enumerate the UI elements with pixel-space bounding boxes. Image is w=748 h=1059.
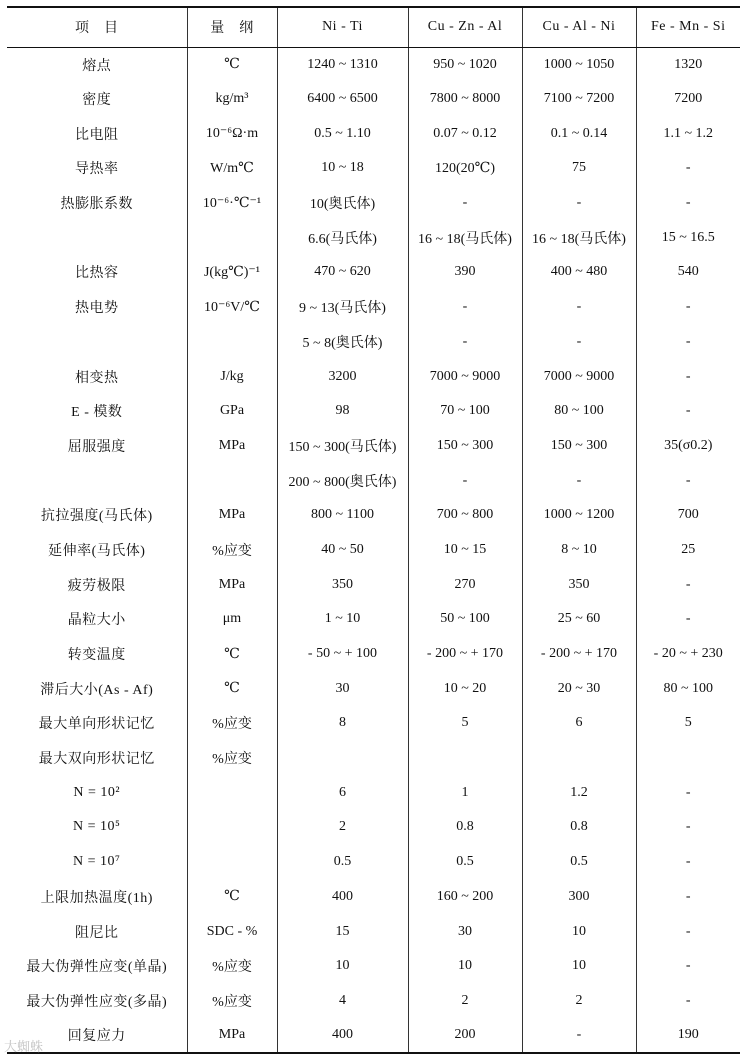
cell-fe-mn-si: 1.1 ~ 1.2	[636, 116, 740, 151]
table-row	[7, 602, 740, 637]
cell-unit: %应变	[187, 984, 277, 1019]
table-row	[7, 394, 740, 429]
cell-property: 比电阻	[75, 127, 119, 143]
cell-cu-zn-al: 10	[408, 949, 522, 984]
cell-cu-zn-al: 70 ~ 100	[408, 394, 522, 429]
cell-property: 热电势	[75, 301, 119, 317]
table-header-row	[7, 7, 740, 47]
cell-fe-mn-si: -	[636, 290, 740, 325]
cell-ni-ti: 15	[277, 914, 408, 949]
cell-cu-al-ni: 10	[522, 914, 636, 949]
cell-cu-al-ni: -	[522, 1018, 636, 1053]
cell-fe-mn-si: 25	[636, 533, 740, 568]
cell-ni-ti: 350	[277, 567, 408, 602]
cell-ni-ti: 10 ~ 18	[277, 151, 408, 186]
cell-fe-mn-si: 700	[636, 498, 740, 533]
cell-ni-ti: 1240 ~ 1310	[277, 47, 408, 82]
cell-cu-zn-al: 10 ~ 20	[408, 671, 522, 706]
cell-unit: %应变	[187, 741, 277, 776]
cell-ni-ti: 2	[277, 810, 408, 845]
cell-property: 密度	[82, 93, 112, 109]
cell-ni-ti: 40 ~ 50	[277, 533, 408, 568]
cell-cu-al-ni: 25 ~ 60	[522, 602, 636, 637]
table-row	[7, 1018, 740, 1053]
cell-ni-ti: 6.6(马氏体)	[277, 220, 408, 255]
cell-ni-ti: 470 ~ 620	[277, 255, 408, 290]
cell-property: 熔点	[82, 58, 112, 74]
cell-cu-zn-al: - 200 ~ + 170	[408, 637, 522, 672]
cell-ni-ti: 4	[277, 984, 408, 1019]
cell-property: 最大双向形状记忆	[38, 752, 155, 768]
table-row	[7, 151, 740, 186]
cell-cu-zn-al: 50 ~ 100	[408, 602, 522, 637]
cell-cu-zn-al: 16 ~ 18(马氏体)	[408, 220, 522, 255]
cell-ni-ti: - 50 ~ + 100	[277, 637, 408, 672]
cell-fe-mn-si: -	[636, 325, 740, 360]
cell-property: N = 10⁵	[73, 819, 121, 835]
cell-ni-ti: 3200	[277, 359, 408, 394]
header-cu-al-ni: Cu - Al - Ni	[522, 7, 636, 47]
cell-cu-al-ni: 75	[522, 151, 636, 186]
cell-fe-mn-si: 80 ~ 100	[636, 671, 740, 706]
table-row	[7, 116, 740, 151]
table-row	[7, 463, 740, 498]
cell-unit: ℃	[187, 47, 277, 82]
cell-property: N = 10⁷	[73, 854, 121, 870]
header-unit: 量 纲	[187, 7, 277, 47]
cell-ni-ti: 6	[277, 775, 408, 810]
cell-cu-al-ni: 20 ~ 30	[522, 671, 636, 706]
cell-fe-mn-si: 5	[636, 706, 740, 741]
cell-ni-ti: 5 ~ 8(奥氏体)	[277, 325, 408, 360]
cell-cu-al-ni: 1.2	[522, 775, 636, 810]
table-row	[7, 325, 740, 360]
table-row	[7, 914, 740, 949]
cell-cu-zn-al: 270	[408, 567, 522, 602]
cell-property: 阻尼比	[75, 925, 119, 941]
cell-ni-ti: 400	[277, 880, 408, 915]
cell-cu-al-ni	[522, 741, 636, 776]
table-row	[7, 290, 740, 325]
watermark: 大蜘蛛	[4, 1039, 44, 1054]
cell-cu-al-ni: 2	[522, 984, 636, 1019]
cell-cu-al-ni: 7000 ~ 9000	[522, 359, 636, 394]
cell-unit: 10⁻⁶Ω·m	[187, 116, 277, 151]
cell-cu-zn-al: 950 ~ 1020	[408, 47, 522, 82]
cell-ni-ti: 6400 ~ 6500	[277, 82, 408, 117]
cell-cu-al-ni: 0.1 ~ 0.14	[522, 116, 636, 151]
table-row	[7, 637, 740, 672]
cell-unit: MPa	[187, 1018, 277, 1053]
table-row	[7, 706, 740, 741]
cell-fe-mn-si: 7200	[636, 82, 740, 117]
cell-fe-mn-si: -	[636, 567, 740, 602]
cell-cu-zn-al: 160 ~ 200	[408, 880, 522, 915]
cell-cu-al-ni: -	[522, 463, 636, 498]
cell-ni-ti: 9 ~ 13(马氏体)	[277, 290, 408, 325]
cell-cu-al-ni: 1000 ~ 1050	[522, 47, 636, 82]
table-row	[7, 741, 740, 776]
header-cu-zn-al: Cu - Zn - Al	[408, 7, 522, 47]
cell-fe-mn-si: -	[636, 775, 740, 810]
cell-fe-mn-si: -	[636, 845, 740, 880]
cell-cu-zn-al: 0.5	[408, 845, 522, 880]
cell-unit: SDC - %	[187, 914, 277, 949]
cell-property	[7, 325, 187, 360]
cell-unit: W/m℃	[187, 151, 277, 186]
cell-cu-zn-al: 2	[408, 984, 522, 1019]
cell-ni-ti: 30	[277, 671, 408, 706]
cell-fe-mn-si: -	[636, 394, 740, 429]
table-row	[7, 82, 740, 117]
cell-cu-zn-al: 10 ~ 15	[408, 533, 522, 568]
cell-property: 最大伪弹性应变(多晶)	[26, 994, 168, 1010]
cell-property	[7, 220, 187, 255]
cell-ni-ti	[277, 741, 408, 776]
cell-cu-al-ni: 7100 ~ 7200	[522, 82, 636, 117]
cell-fe-mn-si: -	[636, 949, 740, 984]
cell-unit	[187, 775, 277, 810]
cell-cu-zn-al: 1	[408, 775, 522, 810]
cell-cu-al-ni: 6	[522, 706, 636, 741]
cell-fe-mn-si: 15 ~ 16.5	[636, 220, 740, 255]
cell-unit: μm	[187, 602, 277, 637]
cell-cu-zn-al: -	[408, 186, 522, 221]
page	[7, 6, 740, 1054]
cell-fe-mn-si: -	[636, 359, 740, 394]
cell-property: 晶粒大小	[67, 613, 126, 629]
cell-fe-mn-si: -	[636, 186, 740, 221]
cell-property: 比热容	[75, 266, 119, 282]
table-row	[7, 775, 740, 810]
cell-unit	[187, 845, 277, 880]
cell-fe-mn-si: -	[636, 602, 740, 637]
cell-cu-al-ni: 10	[522, 949, 636, 984]
cell-unit: %应变	[187, 533, 277, 568]
cell-fe-mn-si: 35(σ0.2)	[636, 429, 740, 464]
cell-unit: ℃	[187, 637, 277, 672]
table-row	[7, 533, 740, 568]
cell-cu-zn-al	[408, 741, 522, 776]
cell-cu-al-ni: 80 ~ 100	[522, 394, 636, 429]
table-row	[7, 949, 740, 984]
cell-property: 热膨胀系数	[60, 197, 133, 213]
cell-property: 最大伪弹性应变(单晶)	[26, 960, 168, 976]
table-row	[7, 220, 740, 255]
cell-cu-al-ni: -	[522, 186, 636, 221]
cell-property	[7, 463, 187, 498]
cell-ni-ti: 200 ~ 800(奥氏体)	[277, 463, 408, 498]
cell-property: 相变热	[75, 370, 119, 386]
cell-unit: MPa	[187, 429, 277, 464]
table-row	[7, 186, 740, 221]
cell-property: E - 模数	[71, 405, 123, 421]
cell-cu-zn-al: 200	[408, 1018, 522, 1053]
cell-cu-al-ni: -	[522, 325, 636, 360]
cell-property: N = 10²	[73, 784, 121, 800]
table-row	[7, 845, 740, 880]
cell-cu-al-ni: 1000 ~ 1200	[522, 498, 636, 533]
cell-property: 最大单向形状记忆	[38, 717, 155, 733]
header-ni-ti: Ni - Ti	[277, 7, 408, 47]
cell-cu-zn-al: 30	[408, 914, 522, 949]
cell-fe-mn-si: 1320	[636, 47, 740, 82]
cell-property: 抗拉强度(马氏体)	[40, 509, 153, 525]
table-row	[7, 984, 740, 1019]
cell-unit: 10⁻⁶·℃⁻¹	[187, 186, 277, 221]
cell-unit	[187, 325, 277, 360]
cell-cu-al-ni: - 200 ~ + 170	[522, 637, 636, 672]
cell-cu-al-ni: 350	[522, 567, 636, 602]
cell-ni-ti: 0.5 ~ 1.10	[277, 116, 408, 151]
cell-ni-ti: 0.5	[277, 845, 408, 880]
cell-cu-al-ni: -	[522, 290, 636, 325]
cell-unit	[187, 220, 277, 255]
cell-fe-mn-si: -	[636, 914, 740, 949]
table-row	[7, 429, 740, 464]
cell-unit: %应变	[187, 706, 277, 741]
cell-unit: MPa	[187, 498, 277, 533]
cell-ni-ti: 150 ~ 300(马氏体)	[277, 429, 408, 464]
header-fe-mn-si: Fe - Mn - Si	[636, 7, 740, 47]
cell-ni-ti: 1 ~ 10	[277, 602, 408, 637]
cell-ni-ti: 800 ~ 1100	[277, 498, 408, 533]
properties-table	[7, 6, 740, 1054]
cell-unit: J/kg	[187, 359, 277, 394]
cell-cu-al-ni: 300	[522, 880, 636, 915]
cell-ni-ti: 10(奥氏体)	[277, 186, 408, 221]
cell-fe-mn-si: -	[636, 880, 740, 915]
cell-fe-mn-si: - 20 ~ + 230	[636, 637, 740, 672]
table-row	[7, 671, 740, 706]
cell-property: 滞后大小(As - Af)	[40, 682, 154, 698]
cell-property: 上限加热温度(1h)	[40, 890, 153, 906]
cell-cu-zn-al: 120(20℃)	[408, 151, 522, 186]
header-item: 项 目	[7, 7, 187, 47]
table-row	[7, 880, 740, 915]
table-row	[7, 498, 740, 533]
cell-ni-ti: 98	[277, 394, 408, 429]
cell-cu-zn-al: 7000 ~ 9000	[408, 359, 522, 394]
table-body	[7, 47, 740, 1053]
cell-unit: J(kg℃)⁻¹	[187, 255, 277, 290]
cell-cu-zn-al: 0.07 ~ 0.12	[408, 116, 522, 151]
cell-cu-al-ni: 16 ~ 18(马氏体)	[522, 220, 636, 255]
cell-fe-mn-si: -	[636, 463, 740, 498]
cell-unit	[187, 463, 277, 498]
cell-ni-ti: 10	[277, 949, 408, 984]
cell-property: 屈服强度	[67, 439, 126, 455]
cell-cu-zn-al: 700 ~ 800	[408, 498, 522, 533]
cell-cu-al-ni: 400 ~ 480	[522, 255, 636, 290]
cell-unit	[187, 810, 277, 845]
cell-fe-mn-si: 190	[636, 1018, 740, 1053]
table-row	[7, 255, 740, 290]
cell-cu-al-ni: 0.5	[522, 845, 636, 880]
table-row	[7, 567, 740, 602]
cell-ni-ti: 8	[277, 706, 408, 741]
cell-property: 延伸率(马氏体)	[48, 543, 146, 559]
cell-cu-zn-al: -	[408, 325, 522, 360]
cell-unit: MPa	[187, 567, 277, 602]
table-row	[7, 810, 740, 845]
cell-cu-al-ni: 0.8	[522, 810, 636, 845]
cell-cu-zn-al: 5	[408, 706, 522, 741]
cell-property: 导热率	[75, 162, 119, 178]
cell-property: 疲劳极限	[67, 578, 126, 594]
cell-ni-ti: 400	[277, 1018, 408, 1053]
cell-cu-zn-al: 390	[408, 255, 522, 290]
table-row	[7, 47, 740, 82]
cell-unit: 10⁻⁶V/℃	[187, 290, 277, 325]
cell-cu-zn-al: -	[408, 290, 522, 325]
cell-property: 转变温度	[67, 648, 126, 664]
cell-cu-zn-al: 150 ~ 300	[408, 429, 522, 464]
cell-unit: kg/m³	[187, 82, 277, 117]
table-row	[7, 359, 740, 394]
cell-unit: ℃	[187, 671, 277, 706]
cell-unit: ℃	[187, 880, 277, 915]
cell-fe-mn-si: -	[636, 810, 740, 845]
cell-cu-zn-al: 0.8	[408, 810, 522, 845]
cell-property: 回复应力	[7, 1018, 187, 1053]
cell-fe-mn-si: -	[636, 984, 740, 1019]
cell-cu-al-ni: 150 ~ 300	[522, 429, 636, 464]
cell-unit: %应变	[187, 949, 277, 984]
cell-cu-zn-al: -	[408, 463, 522, 498]
cell-unit: GPa	[187, 394, 277, 429]
cell-cu-zn-al: 7800 ~ 8000	[408, 82, 522, 117]
cell-fe-mn-si: 540	[636, 255, 740, 290]
cell-fe-mn-si	[636, 741, 740, 776]
cell-fe-mn-si: -	[636, 151, 740, 186]
cell-cu-al-ni: 8 ~ 10	[522, 533, 636, 568]
